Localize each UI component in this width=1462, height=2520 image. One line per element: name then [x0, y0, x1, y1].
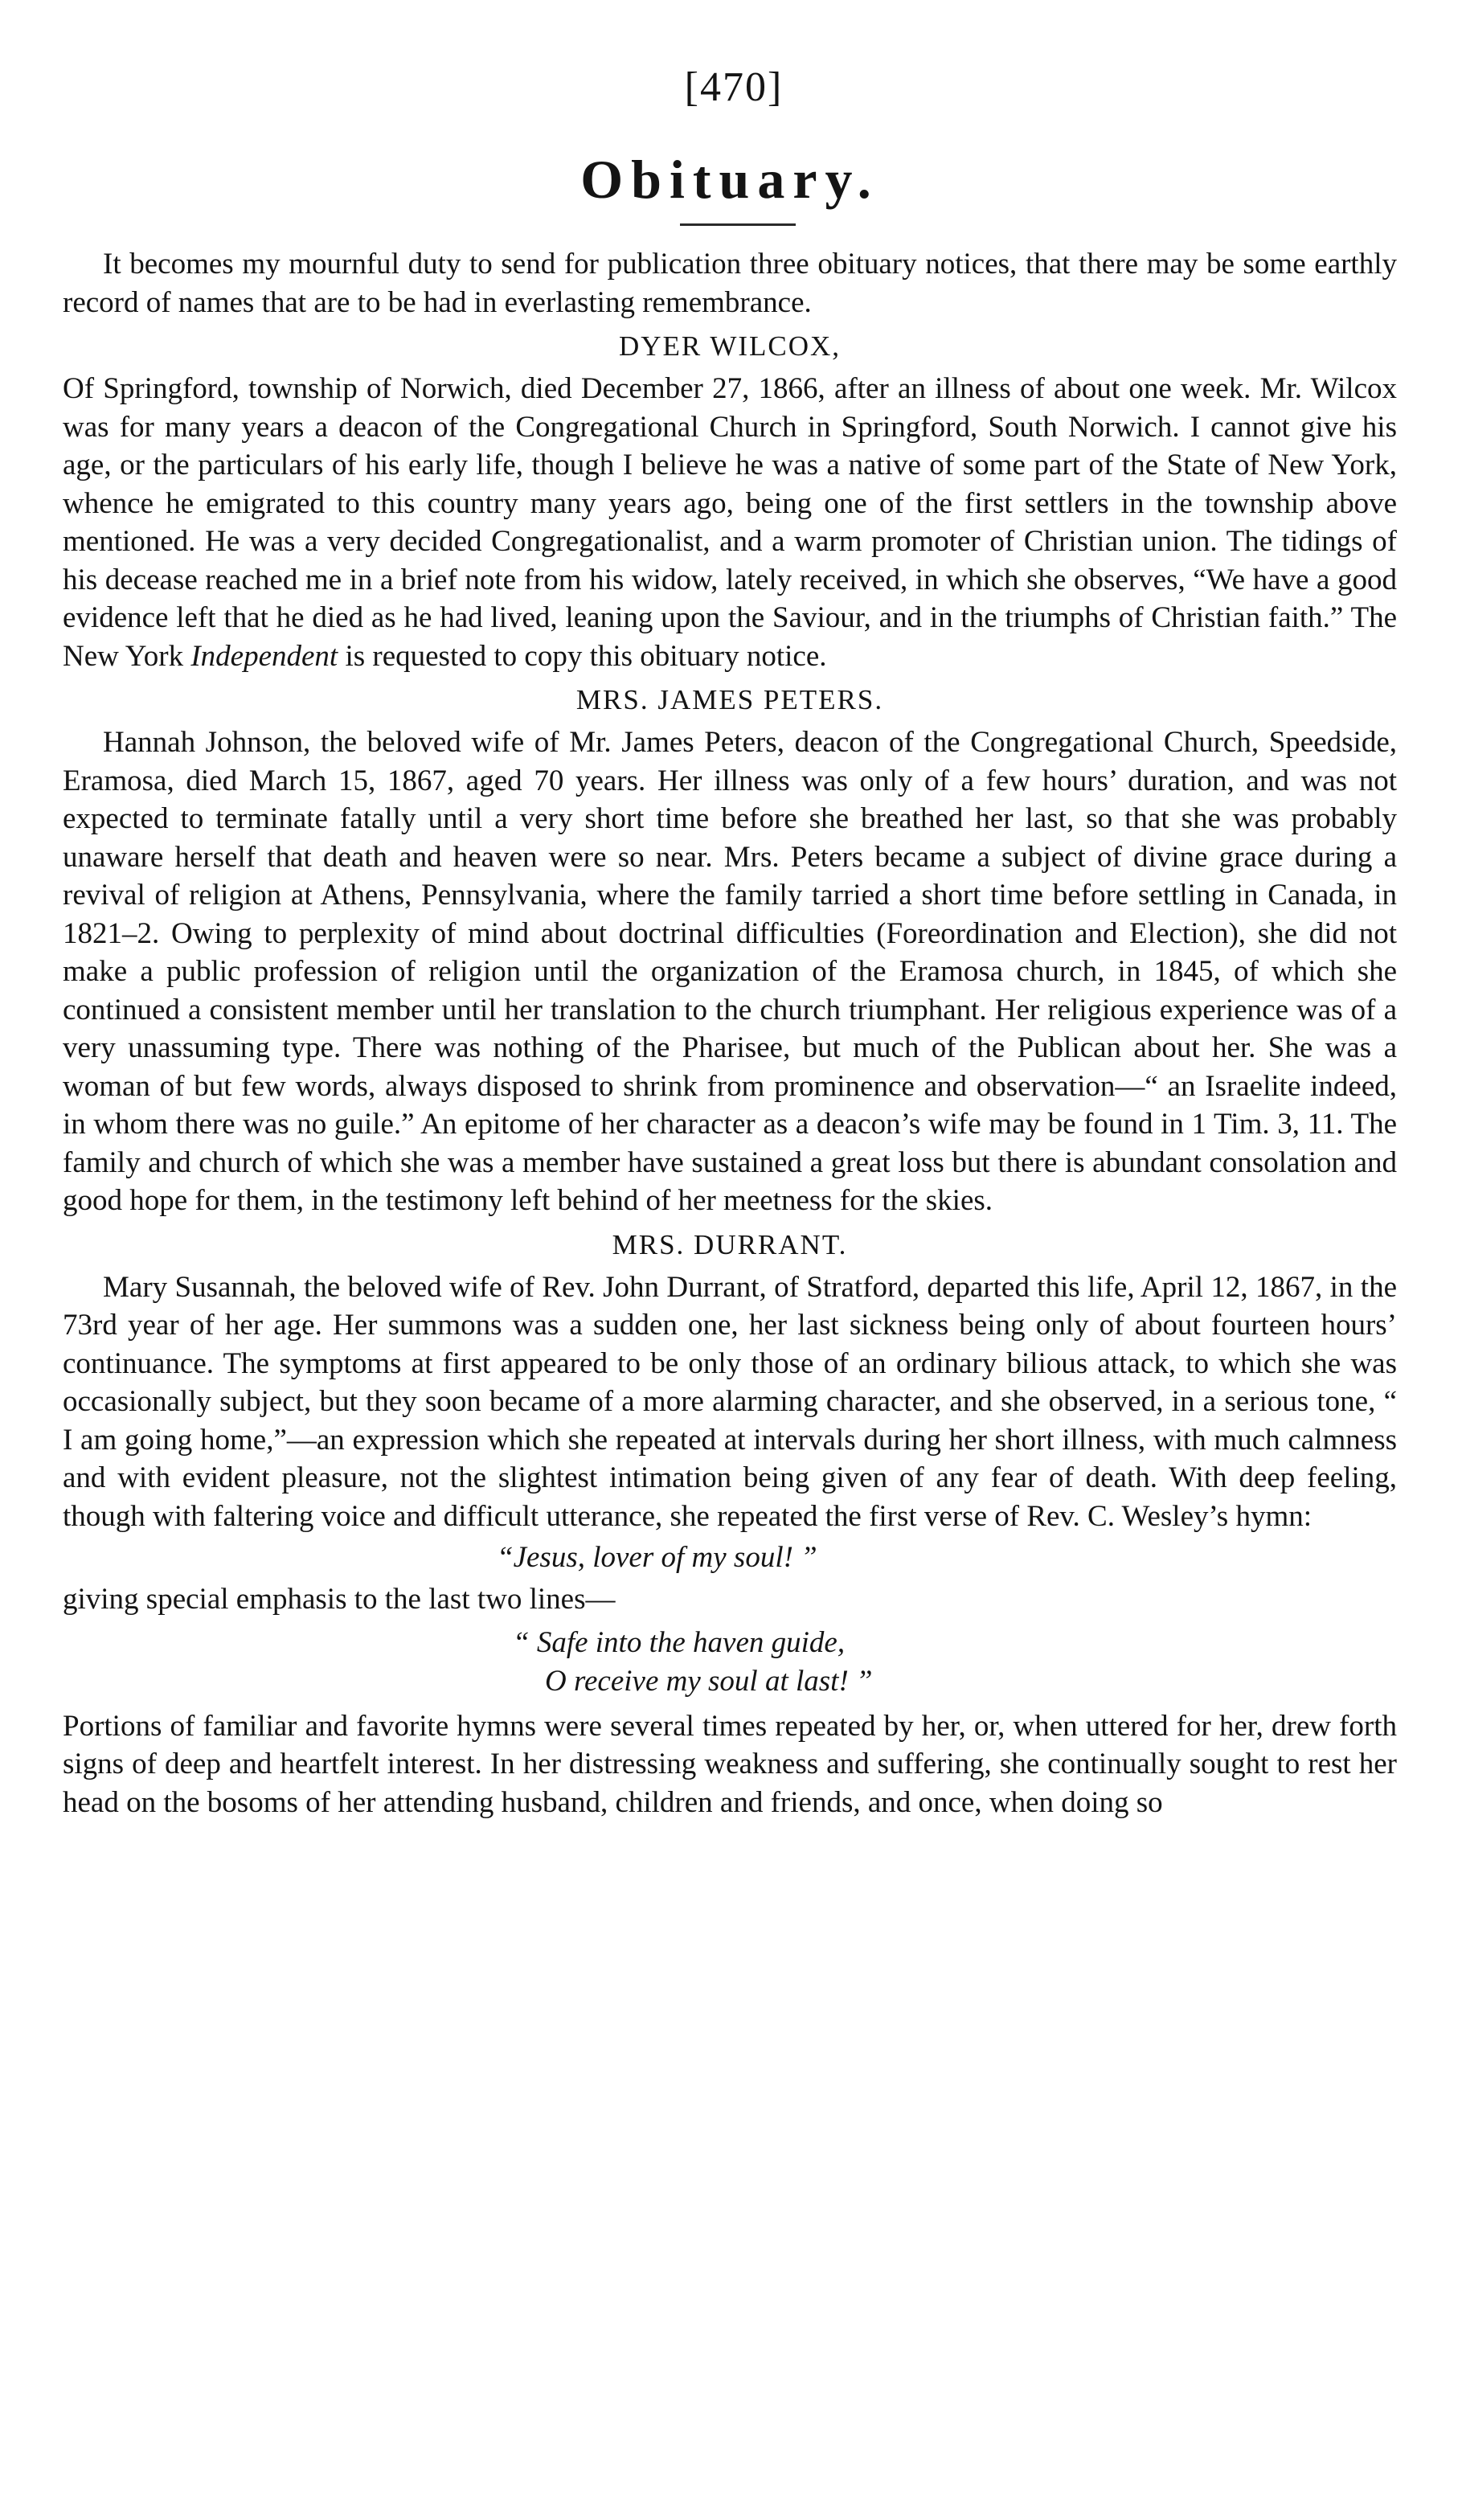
between-verses-text: giving special emphasis to the last two lines—	[63, 1583, 616, 1616]
document-page	[63, 63, 1397, 1821]
notice-title: DYER WILCOX,	[618, 330, 842, 362]
notice-wilcox	[63, 326, 1397, 675]
hymn-verse-2b: O receive my soul at last! ”	[545, 1664, 873, 1698]
notice-durrant	[63, 1225, 1397, 1822]
notice-title: MRS. DURRANT.	[612, 1228, 848, 1260]
notice-title: MRS. JAMES PETERS.	[575, 684, 884, 715]
notice-body: Mary Susannah, the beloved wife of Rev. John Durrant, of Stratford, departed this life, April 12, 1867, in the 73rd year of her age. Her summons was a sudden one, her last sickness being only of about fourteen hours’ continuance. The symptoms at first appeared to be only those of an ordinary bilious attack, to which she was occasionally subject, but they soon became of a more alarming character, and she observed, in a serious tone, “ I am going home,”—an expression which she repeated at intervals during her short illness, with much calmness and with evident pleasure, not the slightest intimation being given of any fear of death. With deep feeling, though with faltering voice and difficult utterance, she repeated the first verse of Rev. C. Wesley’s hymn:	[63, 1270, 1397, 1533]
notice-body-text-end: is requested to copy this obituary notice.	[338, 639, 827, 673]
newspaper-title: Independent	[190, 639, 338, 673]
hymn-verse-1: “Jesus, lover of my soul! ”	[497, 1541, 817, 1574]
heading-rule	[680, 223, 796, 226]
closing-paragraph: Portions of familiar and favorite hymns were several times repeated by her, or, when uttered for her, drew forth signs of deep and heartfelt interest. In her distressing weakness and suffering, she continually sought to rest her head on the bosoms of her attending husband, children and friends, and once, when doing so	[63, 1709, 1397, 1819]
page-number: [470]	[684, 64, 784, 110]
notice-body-text: Of Springford, township of Norwich, died December 27, 1866, after an illness of about one week. Mr. Wilcox was for many years a deacon of the Congregational Church in Springford, South Norwich. I cannot give his age, or the particulars of his early life, though I believe he was a native of some part of the State of New York, whence he emigrated to this country many years ago, being one of the first settlers in the township above mentioned. He was a very decided Congregationalist, and a warm promoter of Christian union. The tidings of his decease reached me in a brief note from his widow, lately received, in which she observes, “We have a good evidence left that he died as he had lived, leaning upon the Saviour, and in the triumphs of Christian faith.” The New York	[63, 372, 1397, 673]
page-heading: Obituary.	[580, 149, 879, 210]
notice-body: Hannah Johnson, the beloved wife of Mr. James Peters, deacon of the Congregational Church, Speedside, Eramosa, died March 15, 1867, aged 70 years. Her illness was only of a few hours’ duration, and was not expected to terminate fatally until a very short time before she breathed her last, so that she was probably unaware herself that death and heaven were so near. Mrs. Peters became a subject of divine grace during a revival of religion at Athens, Pennsylvania, where the family tarried a short time before settling in Canada, in 1821–2. Owing to perplexity of mind about doctrinal difficulties (Foreordination and Election), she did not make a public profession of religion until the organization of the Eramosa church, in 1845, of which she continued a consistent member until her translation to the church triumphant. Her religious experience was of a very unassuming type. There was nothing of the Pharisee, but much of the Publican about her. She was a woman of but few words, always disposed to shrink from prominence and observation—“ an Israelite indeed, in whom there was no guile.” An epitome of her character as a deacon’s wife may be found in 1 Tim. 3, 11. The family and church of which she was a member have sustained a great loss but there is abundant consolation and good hope for them, in the testimony left behind of her meetness for the skies.	[63, 726, 1397, 1217]
notice-peters	[63, 680, 1397, 1220]
hymn-verse-2a: “ Safe into the haven guide,	[513, 1625, 846, 1659]
intro-paragraph: It becomes my mournful duty to send for publication three obituary notices, that there may be some earthly record of names that are to be had in everlasting remembrance.	[63, 248, 1397, 319]
notice-body	[63, 370, 1397, 675]
